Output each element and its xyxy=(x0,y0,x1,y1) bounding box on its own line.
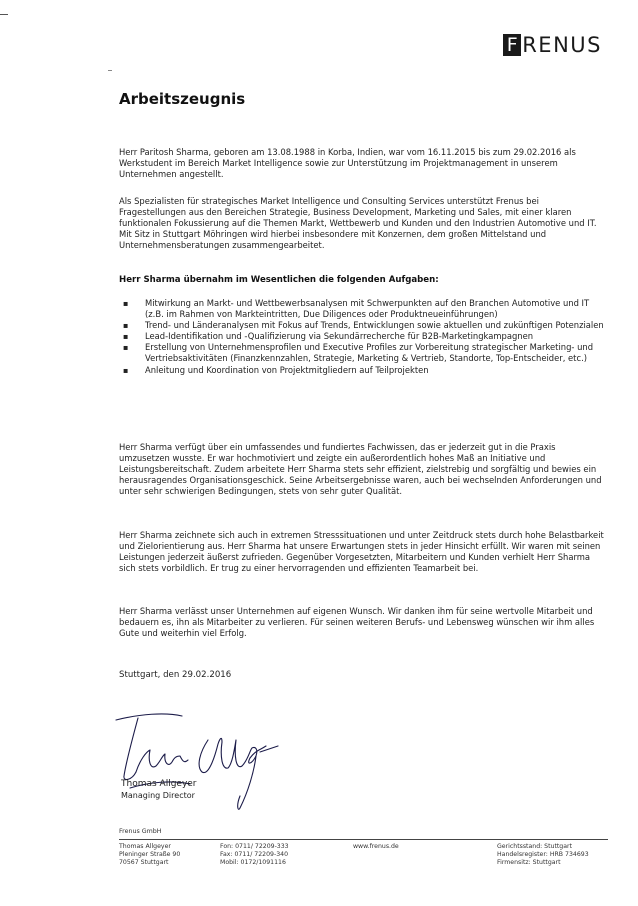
task-item xyxy=(119,320,605,331)
signatory-name: Thomas Allgeyer xyxy=(121,779,197,789)
paragraph-text: Herr Sharma verlässt unser Unternehmen auf eigenen Wunsch. Wir danken ihm für seine wertvolle Mitarbeit und bedauern es, ihn als Mitarbeiter zu verlieren. Für seinen weiteren Berufs- und Lebensweg wünschen wir ihm alles Gute und weiterhin viel Erfolg. xyxy=(119,606,595,639)
task-text: Lead-Identifikation und -Qualifizierung via Sekundärrecherche für B2B-Marketingkampagnen xyxy=(145,331,534,342)
handwritten-signature xyxy=(110,700,290,820)
footer-phones xyxy=(220,843,289,866)
logo-letter-box: F xyxy=(503,34,521,56)
paragraph-text: Herr Sharma verfügt über ein umfassendes und fundiertes Fachwissen, das er jederzeit gut in die Praxis umzusetzen wusste. Er war hochmotiviert und zeigte ein außerordentlich hohes Maß an Initiative und Leistungsbereitschaft. Zudem arbeitete Herr Sharma stets sehr effizient, zielstrebig und sorgfältig und bewies ein herausragendes Organisationsgeschick. Seine Arbeitsergebnisse waren, auch bei wechselnden Anforderungen und unter sehr schwierigen Bedingungen, stets von sehr guter Qualität. xyxy=(119,442,602,497)
signatory-role: Managing Director xyxy=(121,791,195,800)
task-item xyxy=(119,298,605,320)
paragraph-company xyxy=(119,196,605,251)
footer-line: Mobil: 0172/1091116 xyxy=(220,858,286,866)
footer-line: 70567 Stuttgart xyxy=(119,858,169,866)
paragraph-performance xyxy=(119,442,605,497)
logo-wordmark: RENUS xyxy=(522,33,602,57)
task-text: Mitwirkung an Markt- und Wettbewerbsanalysen mit Schwerpunkten auf den Branchen Automotive und IT (z.B. im Rahmen von Markteintritten, Due Diligences oder Produktneueinführungen) xyxy=(145,298,590,320)
task-item xyxy=(119,331,605,342)
bullet-icon: ▪ xyxy=(123,332,129,342)
paragraph-text: Herr Sharma zeichnete sich auch in extremen Stresssituationen und unter Zeitdruck stets durch hohe Belastbarkeit und Zielorientierung aus. Herr Sharma hat unsere Erwartungen stets in jeder Hinsicht erfüllt. Wir waren mit seinen Leistungen jederzeit äußerst zufrieden. Gegenüber Vorgesetzten, Mitarbeitern und Kunden verhielt Herr Sharma sich stets vorbildlich. Er trug zu einer hervorragenden und effizienten Teamarbeit bei. xyxy=(119,530,604,574)
task-item xyxy=(119,365,605,376)
bullet-icon: ▪ xyxy=(123,299,129,308)
paragraph-text: Herr Paritosh Sharma, geboren am 13.08.1988 in Korba, Indien, war vom 16.11.2015 bis zum 29.02.2016 als Werkstudent im Bereich Market Intelligence sowie zur Unterstützung im Projektmanagement in unserem Unternehmen angestellt. xyxy=(119,147,576,180)
footer-line: Thomas Allgeyer xyxy=(119,843,171,850)
footer-line: Pleninger Straße 90 xyxy=(119,850,181,858)
paragraph-employment xyxy=(119,147,605,180)
task-item xyxy=(119,342,605,364)
task-text: Anleitung und Koordination von Projektmitgliedern auf Teilprojekten xyxy=(145,364,429,375)
document-title: Arbeitszeugnis xyxy=(119,90,246,108)
scan-edge-mark xyxy=(0,14,8,15)
task-text: Erstellung von Unternehmensprofilen und Executive Profiles zur Vorbereitung strategischer Marketing- und Vertriebsaktivitäten (Finanzkennzahlen, Strategie, Marketing & Vertrieb, Standorte, Top-Entscheider, etc.) xyxy=(145,342,594,364)
footer-line: Firmensitz: Stuttgart xyxy=(497,858,561,866)
footer-line: Gerichtsstand: Stuttgart xyxy=(497,843,572,850)
frenus-logo xyxy=(503,34,602,56)
paragraph-conduct xyxy=(119,530,605,574)
footer-line: Handelsregister: HRB 734693 xyxy=(497,850,589,858)
footer-line: Fon: 0711/ 72209-333 xyxy=(220,843,289,850)
bullet-icon: ▪ xyxy=(123,365,129,375)
footer-line: www.frenus.de xyxy=(353,843,399,850)
paragraph-closing xyxy=(119,606,605,639)
footer-divider xyxy=(119,839,608,840)
fold-mark xyxy=(108,70,112,71)
tasks-heading: Herr Sharma übernahm im Wesentlichen die folgenden Aufgaben: xyxy=(119,275,439,285)
footer-address xyxy=(119,843,180,866)
paragraph-text: Als Spezialisten für strategisches Market Intelligence und Consulting Services unterstützt Frenus bei Fragestellungen aus den Bereichen Strategie, Business Development, Marketing und Sales, mit einer klaren funktionalen Fokussierung auf die Themen Markt, Wettbewerb und Kunden und den Industrien Automotive und IT. Mit Sitz in Stuttgart Möhringen wird hierbei insbesondere mit Konzernen, dem großen Mittelstand und Unternehmensberatungen zusammengearbeitet. xyxy=(119,196,597,251)
footer-legal xyxy=(497,843,589,866)
bullet-icon: ▪ xyxy=(123,321,129,331)
bullet-icon: ▪ xyxy=(123,343,129,353)
footer-company-name: Frenus GmbH xyxy=(119,828,162,835)
tasks-list xyxy=(119,298,605,376)
footer-website xyxy=(353,843,399,851)
place-and-date: Stuttgart, den 29.02.2016 xyxy=(119,670,232,680)
footer-line: Fax: 0711/ 72209-340 xyxy=(220,850,289,858)
task-text: Trend- und Länderanalysen mit Fokus auf Trends, Entwicklungen sowie aktuellen und zukünftigen Potenzialen xyxy=(145,320,604,331)
